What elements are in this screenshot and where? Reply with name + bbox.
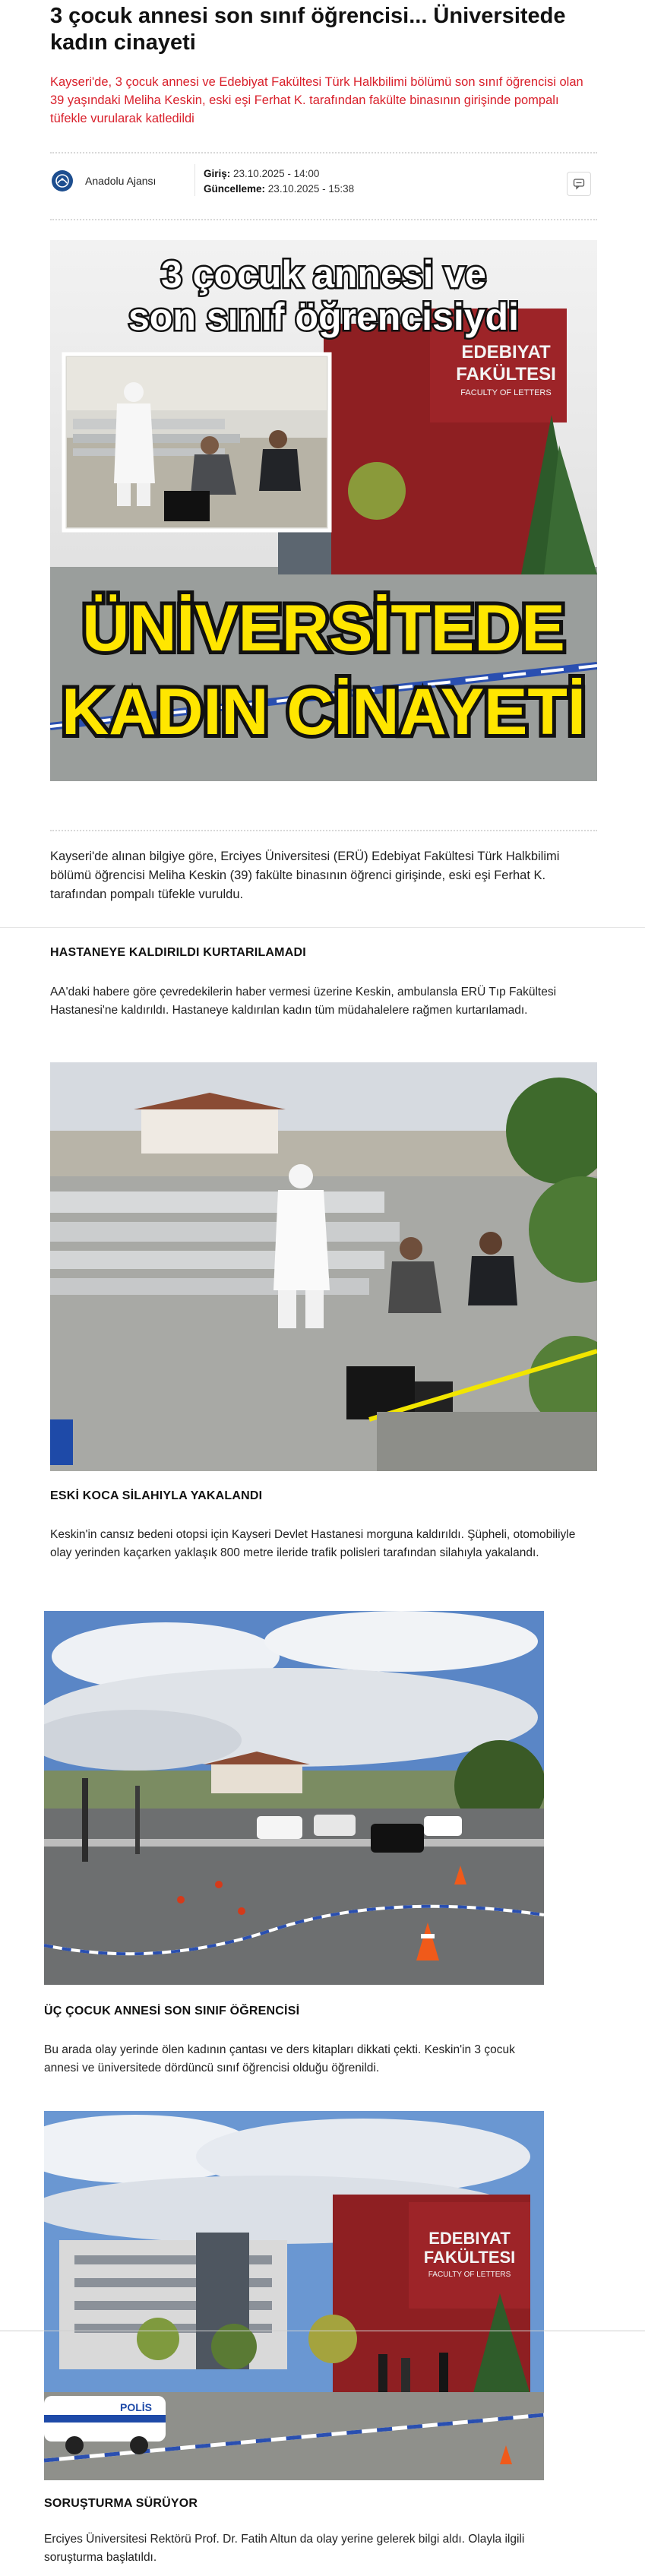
published-date: 23.10.2025 - 14:00 [233, 168, 320, 179]
section-heading-3: ÜÇ ÇOCUK ANNESİ SON SINIF ÖĞRENCİSİ [44, 2005, 300, 2017]
building-sign-3: FACULTY OF LETTERS [460, 388, 552, 397]
comment-button[interactable] [567, 172, 591, 196]
section-text-1: AA'daki habere göre çevredekilerin haber vermesi üzerine Keskin, ambulansla ERÜ Tıp Fakültesi Hastanesi'ne kaldırıldı. Hastaneye kaldırılan kadın tüm müdahalelere rağmen kurtarılamadı. [50, 986, 557, 1017]
hero-headline-top-2: son sınıf öğrencisiydi [128, 296, 519, 338]
hero-image [50, 240, 597, 781]
divider [50, 219, 597, 220]
building-sign-2: FAKÜLTESI [456, 364, 556, 385]
section-text-3: Bu arada olay yerinde ölen kadının çantası ve ders kitapları dikkati çekti. Keskin'in 3 çocuk annesi ve üniversitede dördüncü sınıf öğrencisi olduğu öğrenildi. [44, 2043, 515, 2074]
section-heading-2: ESKİ KOCA SİLAHIYLA YAKALANDI [50, 1489, 263, 1502]
divider [50, 830, 597, 831]
building-sign-1: EDEBIYAT [461, 342, 551, 362]
article-summary: Kayseri'de, 3 çocuk annesi ve Edebiyat Fakültesi Türk Halkbilimi bölümü son sınıf öğrencisi olan 39 yaşındaki Meliha Keskin, eski eşi Ferhat K. tarafından fakülte binasının girişinde pompalı tüfekle vurularak katledildi [50, 75, 583, 125]
hero-headline-bottom-2: KADIN CİNAYETİ [62, 676, 586, 748]
police-car-label: POLİS [120, 2401, 153, 2413]
building-sign-2: FAKÜLTESI [423, 2248, 516, 2267]
hero-headline-top-1: 3 çocuk annesi ve [160, 253, 487, 296]
section-heading-1: HASTANEYE KALDIRILDI KURTARILAMADI [50, 946, 306, 959]
intro-paragraph: Kayseri'de alınan bilgiye göre, Erciyes Üniversitesi (ERÜ) Edebiyat Fakültesi Türk Halkbilimi bölümü öğrencisi Meliha Keskin (39) fakülte binasının öğrenci girişinde, eski eşi Ferhat K. tarafından pompalı tüfekle vuruldu. [50, 850, 560, 901]
comment-icon [573, 178, 585, 190]
meta-separator [194, 164, 195, 196]
road-checkpoint-photo [44, 1611, 544, 1985]
meta-dates [204, 166, 354, 197]
building-sign-3: FACULTY OF LETTERS [428, 2271, 511, 2279]
article-title: 3 çocuk annesi son sınıf öğrencisi... Üniversitede kadın cinayeti [50, 4, 566, 55]
divider [50, 152, 597, 153]
published-label: Giriş: [204, 168, 231, 179]
source-logo-icon [52, 170, 73, 191]
crime-scene-photo [50, 1062, 597, 1471]
section-heading-4: SORUŞTURMA SÜRÜYOR [44, 2497, 198, 2510]
updated-date: 23.10.2025 - 15:38 [267, 183, 355, 195]
building-sign-1: EDEBIYAT [428, 2229, 511, 2248]
source-name[interactable]: Anadolu Ajansı [85, 175, 157, 187]
faculty-building-photo [44, 2111, 544, 2480]
section-text-4: Erciyes Üniversitesi Rektörü Prof. Dr. Fatih Altun da olay yerine gelerek bilgi aldı. Olayla ilgili soruşturma başlatıldı. [44, 2533, 525, 2564]
section-text-2: Keskin'in cansız bedeni otopsi için Kayseri Devlet Hastanesi morguna kaldırıldı. Şüpheli, otomobiliyle olay yerinden kaçarken yaklaşık 800 metre ileride trafik polisleri tarafından silahıyla yakalandı. [50, 1528, 576, 1559]
hero-headline-bottom-1: ÜNİVERSİTEDE [82, 592, 565, 665]
updated-label: Güncelleme: [204, 183, 266, 195]
section-divider [0, 927, 645, 928]
